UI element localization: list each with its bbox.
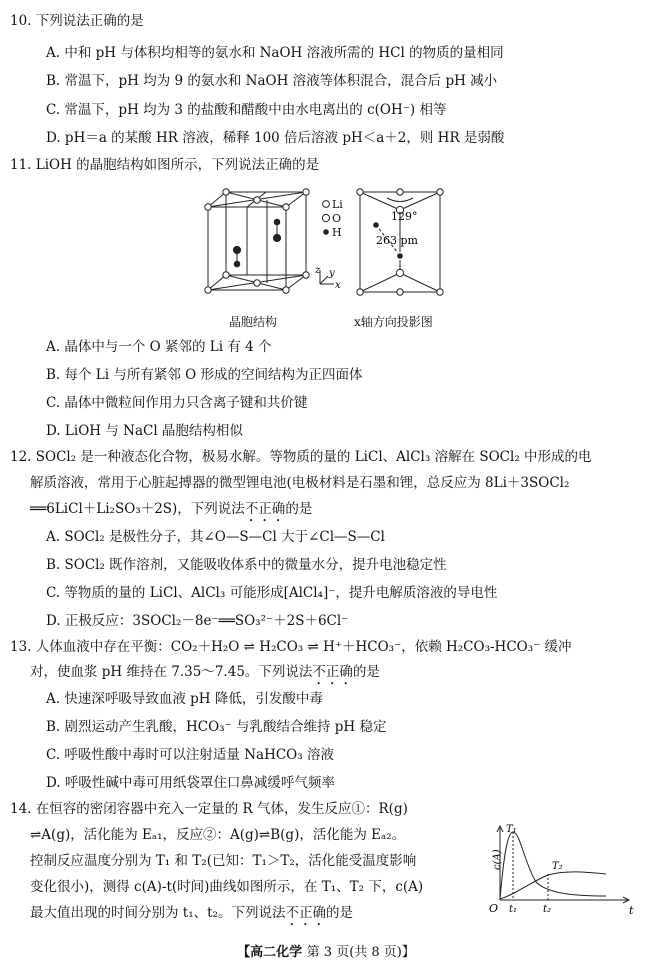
axis-x: x	[335, 280, 341, 291]
q11-stem: 11. LiOH 的晶胞结构如图所示，下列说法正确的是	[10, 157, 320, 173]
q13-option-c: C. 呼吸性酸中毒时可以注射适量 NaHCO₃ 溶液	[46, 747, 334, 763]
angle-label: 129°	[391, 210, 418, 223]
lioh-unit-cell-figure	[198, 180, 458, 312]
emphasis-incorrect: 不正确	[285, 905, 326, 921]
q10-option-a: A. 中和 pH 与体积均相等的氨水和 NaOH 溶液所需的 HCl 的物质的量相同	[46, 45, 504, 61]
page-footer	[0, 944, 652, 962]
q13-option-b: B. 剧烈运动产生乳酸，HCO₃⁻ 与乳酸结合维持 pH 稳定	[46, 719, 387, 735]
q12-line-1: 12. SOCl₂ 是一种液态化合物，极易水解。等物质的量的 LiCl、AlCl₃ 溶解在 SOCl₂ 中形成的电	[10, 449, 592, 465]
q14-line-1: 14. 在恒容的密闭容器中充入一定量的 R 气体，发生反应①：R(g)	[10, 801, 408, 817]
q12-option-c: C. 等物质的量的 LiCl、AlCl₃ 可能形成[AlCl₄]⁻，提升电解质溶液的导电性	[46, 585, 498, 601]
q12-line-2: 解质溶液，常用于心脏起搏器的微型锂电池(电极材料是石墨和锂，总反应为 8Li＋3SOCl₂	[30, 475, 570, 491]
q11-option-d: D. LiOH 与 NaCl 晶胞结构相似	[46, 423, 243, 439]
emphasis-incorrect: 不正确	[312, 664, 353, 680]
graph-xlabel: t	[629, 904, 634, 917]
q10-stem: 10. 下列说法正确的是	[10, 13, 144, 29]
legend-h: H	[332, 226, 342, 239]
legend-o: O	[332, 212, 342, 225]
q14-line-4: 变化很小)，测得 c(A)-t(时间)曲线如图所示，在 T₁、T₂ 下，c(A)	[30, 879, 424, 895]
legend-li: Li	[332, 198, 343, 211]
q12-option-b: B. SOCl₂ 既作溶剂，又能吸收体系中的微量水分，提升电池稳定性	[46, 557, 447, 573]
graph-t1-tick: t₁	[509, 904, 518, 915]
graph-t2-tick: t₂	[543, 904, 552, 915]
caption-projection: x轴方向投影图	[354, 315, 433, 329]
ca-time-graph	[486, 822, 636, 917]
q11-option-c: C. 晶体中微粒间作用力只含离子键和共价键	[46, 395, 308, 411]
q11-option-a: A. 晶体中与一个 O 紧邻的 Li 有 4 个	[46, 339, 272, 355]
axis-z: z	[315, 265, 321, 276]
q13-option-a: A. 快速深呼吸导致血液 pH 降低，引发酸中毒	[46, 691, 323, 707]
q12-option-a: A. SOCl₂ 是极性分子，其∠O—S—Cl 大于∠Cl—S—Cl	[46, 529, 385, 545]
q14-line-3: 控制反应温度分别为 T₁ 和 T₂(已知：T₁＞T₂，活化能受温度影响	[30, 853, 417, 869]
graph-t1-curve-label: T₁	[506, 824, 517, 835]
q14-line-2: ⇌A(g)，活化能为 Eₐ₁，反应②：A(g)⇌B(g)，活化能为 Eₐ₂。	[30, 827, 406, 843]
graph-origin: O	[489, 902, 499, 915]
distance-label: 263 pm	[376, 234, 418, 247]
footer-subject: 【高二化学	[237, 945, 303, 960]
q10-option-d: D. pH＝a 的某酸 HR 溶液，稀释 100 倍后溶液 pH＜a＋2，则 HR 是弱酸	[46, 130, 505, 146]
q13-line-1: 13. 人体血液中存在平衡：CO₂＋H₂O ⇌ H₂CO₃ ⇌ H⁺＋HCO₃⁻，依赖 H₂CO₃-HCO₃⁻ 缓冲	[10, 639, 572, 655]
q13-line-2: 对，使血浆 pH 维持在 7.35～7.45。下列说法不正确的是	[30, 664, 380, 680]
graph-ylabel: c(A)	[492, 849, 503, 870]
q14-line-5: 最大值出现的时间分别为 t₁、t₂。下列说法不正确的是	[30, 905, 353, 921]
q12-line-3: ══6LiCl＋Li₂SO₃＋2S)，下列说法不正确的是	[30, 501, 313, 517]
q10-option-b: B. 常温下，pH 均为 9 的氨水和 NaOH 溶液等体积混合，混合后 pH 减小	[46, 73, 498, 89]
q10-option-c: C. 常温下，pH 均为 3 的盐酸和醋酸中由水电离出的 c(OH⁻) 相等	[46, 102, 447, 118]
q13-option-d: D. 呼吸性碱中毒可用纸袋罩住口鼻减缓呼气频率	[46, 775, 335, 791]
emphasis-incorrect: 不正确	[244, 501, 286, 517]
caption-unit-cell: 晶胞结构	[229, 315, 278, 329]
q12-option-d: D. 正极反应：3SOCl₂－8e⁻══SO₃²⁻＋2S＋6Cl⁻	[46, 613, 349, 629]
graph-t2-curve-label: T₂	[552, 861, 563, 872]
footer-page-number: 第 3 页(共 8 页)】	[306, 945, 415, 960]
axis-y: y	[329, 268, 335, 279]
q11-option-b: B. 每个 Li 与所有紧邻 O 形成的空间结构为正四面体	[46, 367, 363, 383]
